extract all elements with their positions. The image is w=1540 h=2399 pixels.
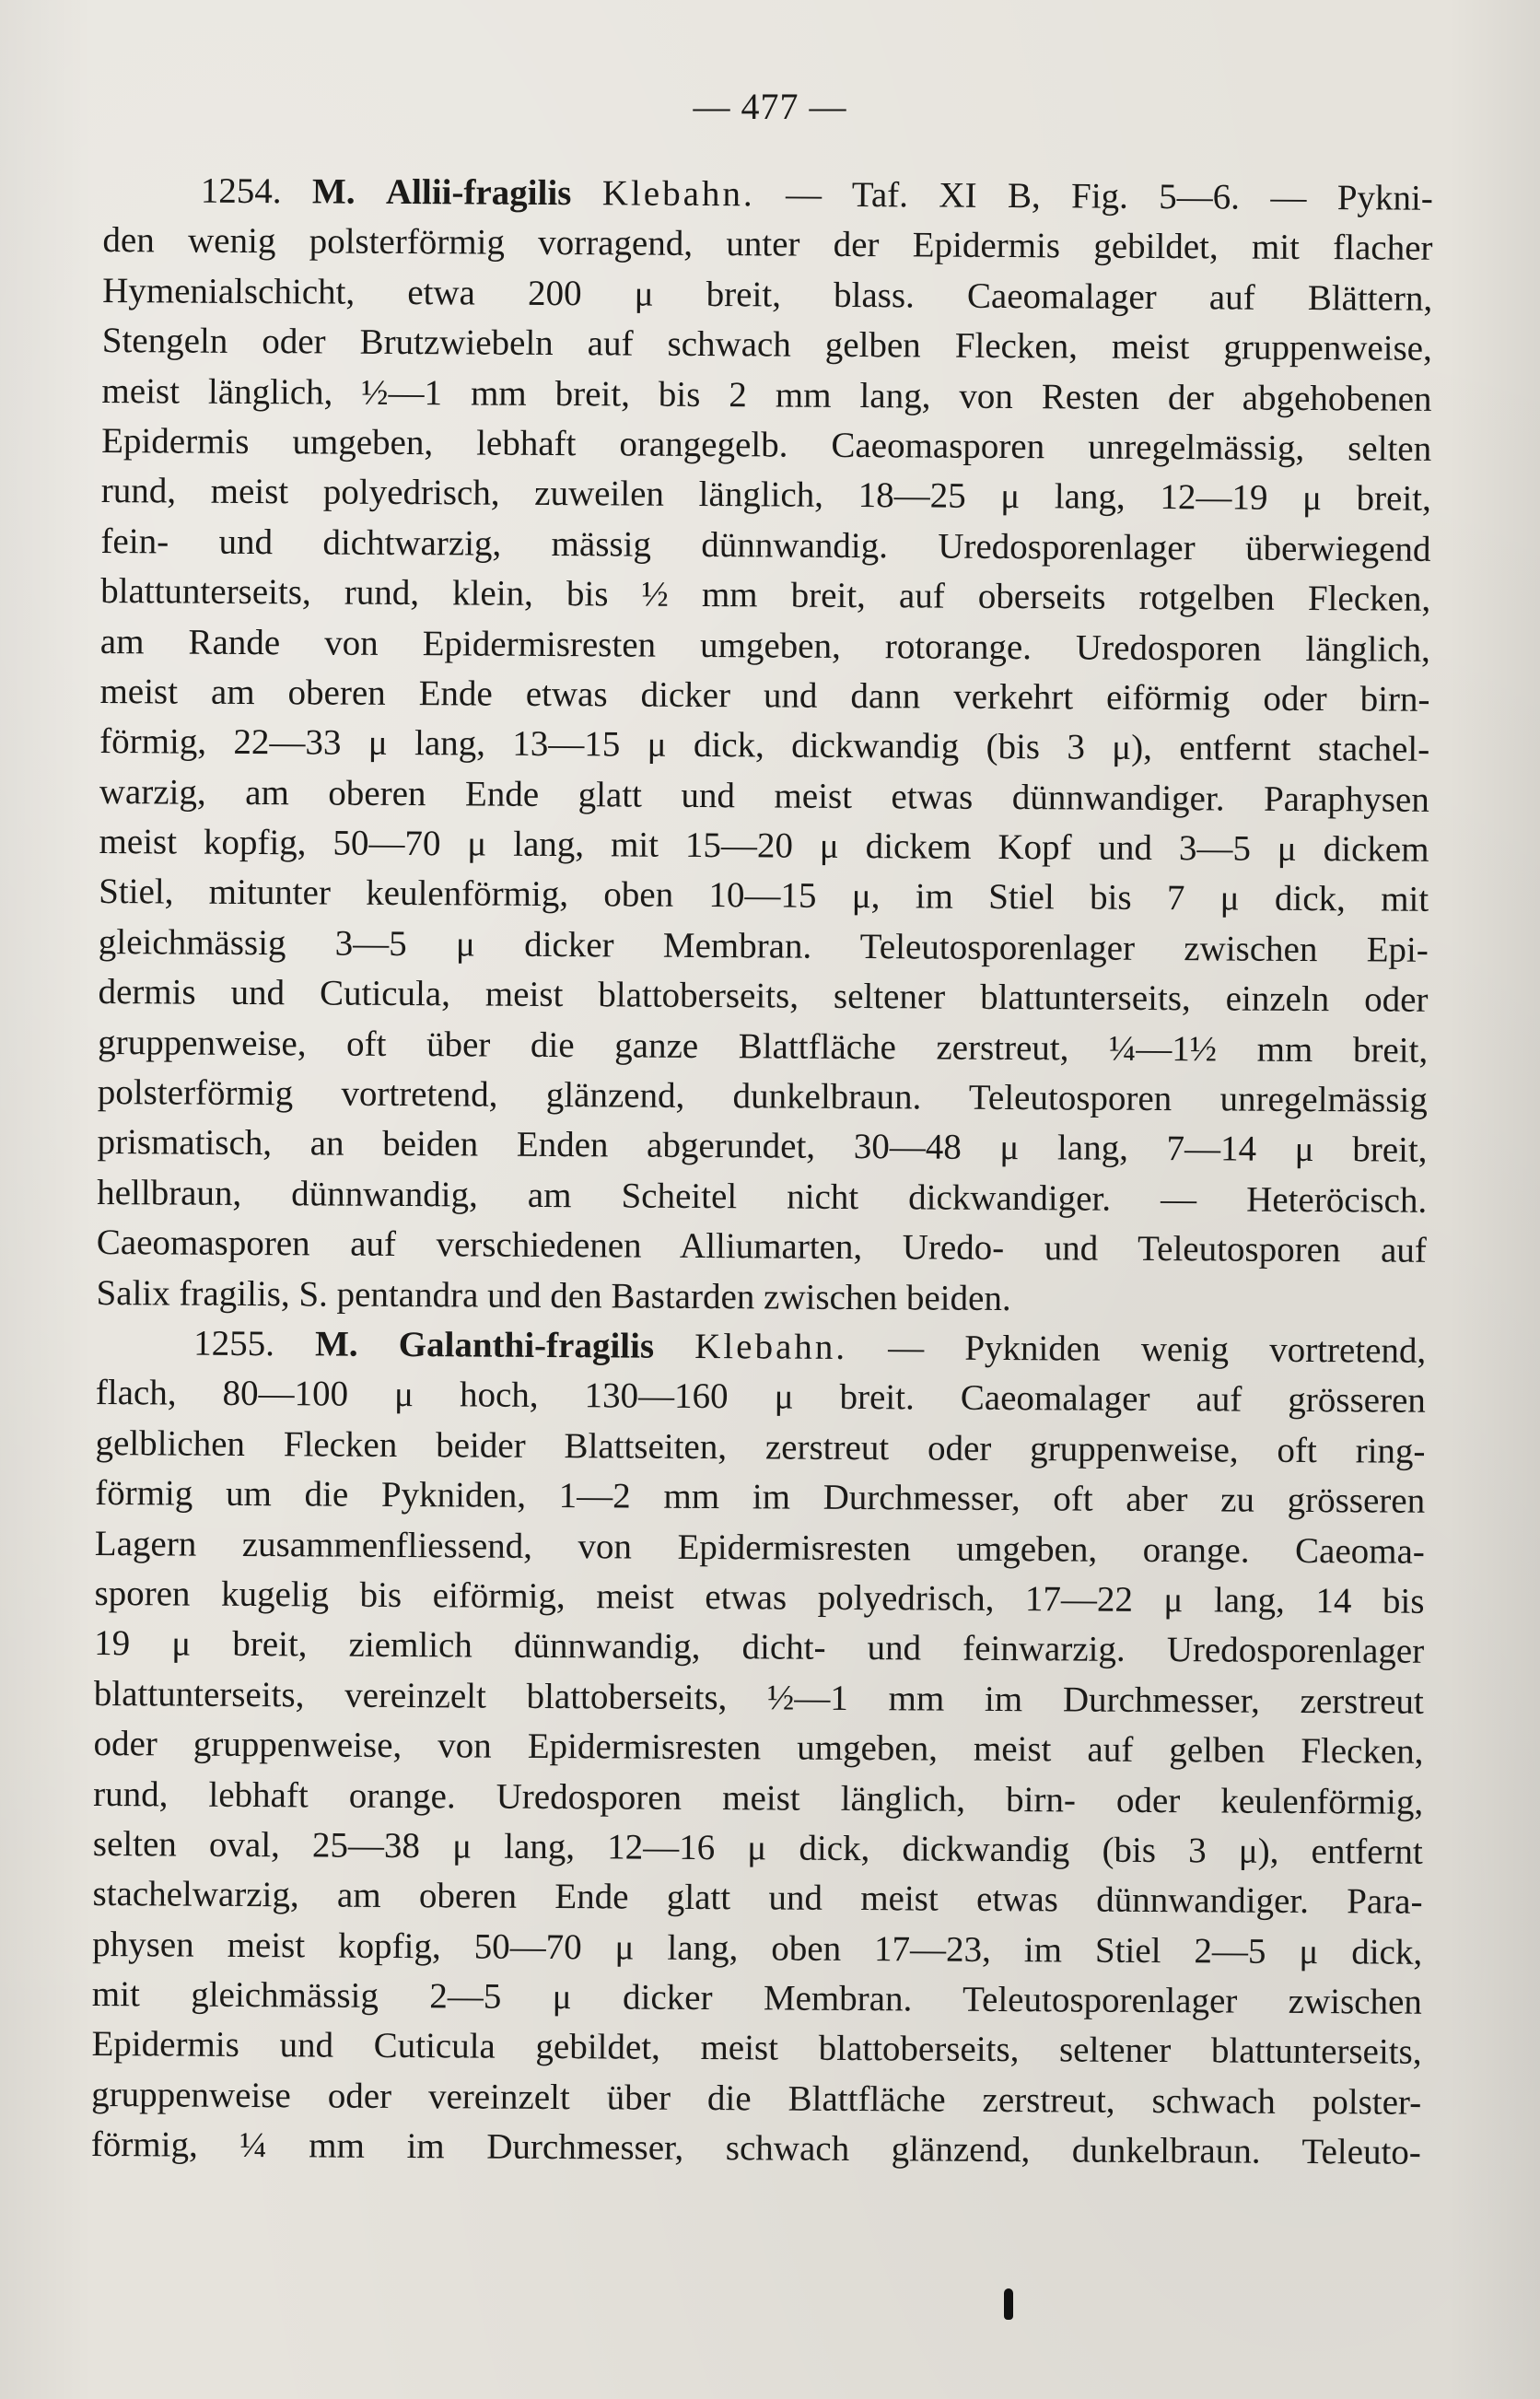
- entry-text-line: stachelwarzig, am oberen Ende glatt und meist etwas dünnwandiger. Para-: [92, 1874, 1423, 1923]
- entry-text-line: physen meist kopfig, 50—70 μ lang, oben 17—23, im Stiel 2—5 μ dick,: [92, 1924, 1423, 1972]
- entry-text-line: meist am oberen Ende etwas dicker und dann verkehrt eiförmig oder birn-: [99, 671, 1430, 720]
- entry-text-line: — Taf. XI B, Fig. 5—6. — Pykni-: [785, 174, 1433, 218]
- entry-text-line: blattunterseits, vereinzelt blattoberseits, ½—1 mm im Durchmesser, zerstreut: [93, 1673, 1424, 1722]
- entry-genus: M.: [314, 1324, 358, 1364]
- entry-text-line: Caeomasporen auf verschiedenen Alliumarten, Uredo- und Teleutosporen auf: [96, 1223, 1427, 1271]
- entry-text-line: gruppenweise, oft über die ganze Blattfläche zerstreut, ¼—1½ mm breit,: [98, 1022, 1429, 1071]
- entry-text-line: den wenig polsterförmig vorragend, unter der Epidermis gebildet, mit flacher: [102, 220, 1433, 269]
- entry-species: Galanthi-fragilis: [398, 1324, 655, 1366]
- entry-text-line: mit gleichmässig 2—5 μ dicker Membran. Teleutosporenlager zwischen: [91, 1974, 1422, 2022]
- entry-text-line: hellbraun, dünnwandig, am Scheitel nicht dickwandiger. — Heteröcisch.: [97, 1172, 1428, 1221]
- entry-text-line: prismatisch, an beiden Enden abgerundet, 30—48 μ lang, 7—14 μ breit,: [97, 1122, 1428, 1171]
- entry-heading-line: [103, 166, 1433, 224]
- entry-text-line: förmig um die Pykniden, 1—2 mm im Durchmesser, oft aber zu grösseren: [95, 1473, 1426, 1521]
- entry-heading-line: [96, 1318, 1426, 1376]
- entry-text-line: Hymenialschicht, etwa 200 μ breit, blass. Caeomalager auf Blättern,: [102, 270, 1433, 319]
- entry-text-line: blattunterseits, rund, klein, bis ½ mm breit, auf oberseits rotgelben Flecken,: [100, 571, 1431, 619]
- entry-text-line: — Pykniden wenig vortretend,: [888, 1328, 1427, 1371]
- entry-text-line: rund, meist polyedrisch, zuweilen länglich, 18—25 μ lang, 12—19 μ breit,: [100, 471, 1431, 520]
- entry-text-line: selten oval, 25—38 μ lang, 12—16 μ dick, dickwandig (bis 3 μ), entfernt: [92, 1823, 1423, 1872]
- entry-text-line: warzig, am oberen Ende glatt und meist etwas dünnwandiger. Paraphysen: [99, 771, 1429, 820]
- entry-text-line: am Rande von Epidermisresten umgeben, rotorange. Uredosporen länglich,: [99, 621, 1430, 670]
- entry-text-line: Lagern zusammenfliessend, von Epidermisresten umgeben, orange. Caeoma-: [94, 1523, 1425, 1572]
- entry-text-line: förmig, ¼ mm im Durchmesser, schwach glänzend, dunkelbraun. Teleuto-: [90, 2124, 1421, 2173]
- entry-author: Klebahn.: [601, 173, 755, 215]
- entry-text-line: Epidermis und Cuticula gebildet, meist blattoberseits, seltener blattunterseits,: [91, 2024, 1422, 2073]
- entry-text-line: fein- und dichtwarzig, mässig dünnwandig. Uredosporenlager überwiegend: [100, 521, 1431, 569]
- entry-text-line: gruppenweise oder vereinzelt über die Blattfläche zerstreut, schwach polster-: [91, 2074, 1422, 2123]
- entry-text-line: gelblichen Flecken beider Blattseiten, zerstreut oder gruppenweise, oft ring-: [95, 1422, 1426, 1471]
- page-body: [91, 166, 1433, 2178]
- entry-genus: M.: [311, 171, 356, 212]
- ink-mark: [1004, 2288, 1013, 2320]
- entry-text-line: förmig, 22—33 μ lang, 13—15 μ dick, dickwandig (bis 3 μ), entfernt stachel-: [99, 721, 1430, 770]
- entry-text-line: sporen kugelig bis eiförmig, meist etwas polyedrisch, 17—22 μ lang, 14 bis: [94, 1573, 1425, 1621]
- entry-text-line: Salix fragilis, S. pentandra und den Bastarden zwischen beiden.: [96, 1272, 1011, 1318]
- entry-text-line: Stiel, mitunter keulenförmig, oben 10—15 μ, im Stiel bis 7 μ dick, mit: [99, 872, 1429, 920]
- entry-text-line: rund, lebhaft orange. Uredosporen meist länglich, birn- oder keulenförmig,: [93, 1773, 1424, 1822]
- entry-text-line: meist kopfig, 50—70 μ lang, mit 15—20 μ dickem Kopf und 3—5 μ dickem: [99, 822, 1429, 870]
- entry-number: 1254.: [200, 170, 282, 212]
- entry-text-line: Stengeln oder Brutzwiebeln auf schwach gelben Flecken, meist gruppenweise,: [101, 321, 1432, 369]
- entry-text-line: dermis und Cuticula, meist blattoberseits, seltener blattunterseits, einzeln oder: [98, 972, 1429, 1021]
- entry-text-line: Epidermis umgeben, lebhaft orangegelb. Caeomasporen unregelmässig, selten: [101, 420, 1432, 469]
- page-number: — 477 —: [693, 86, 847, 127]
- entry-text-line: polsterförmig vortretend, glänzend, dunkelbraun. Teleutosporen unregelmässig: [97, 1072, 1428, 1120]
- entry-text-line: gleichmässig 3—5 μ dicker Membran. Teleutosporenlager zwischen Epi-: [98, 921, 1429, 970]
- entry-text-line: meist länglich, ½—1 mm breit, bis 2 mm lang, von Resten der abgehobenen: [101, 370, 1432, 419]
- entry-number: 1255.: [193, 1323, 275, 1364]
- entry-text-line: flach, 80—100 μ hoch, 130—160 μ breit. Caeomalager auf grösseren: [95, 1373, 1426, 1422]
- entry-text-line: oder gruppenweise, von Epidermisresten umgeben, meist auf gelben Flecken,: [93, 1724, 1424, 1772]
- entry-author: Klebahn.: [694, 1326, 848, 1367]
- entry-text-line: 19 μ breit, ziemlich dünnwandig, dicht- und feinwarzig. Uredosporenlager: [94, 1623, 1425, 1672]
- entry-species: Allii-fragilis: [385, 171, 572, 214]
